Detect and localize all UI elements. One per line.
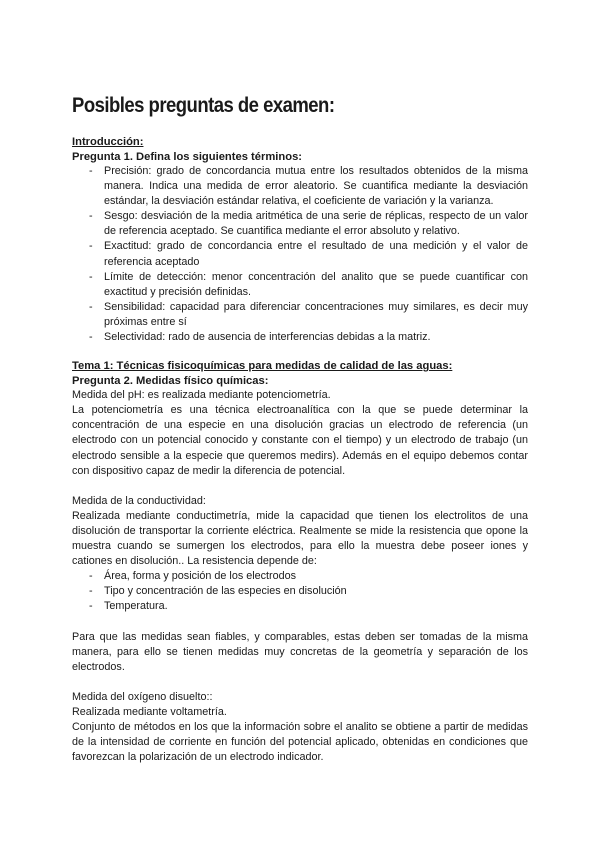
page-title: Posibles preguntas de examen: [72, 93, 335, 117]
list-item: - Precisión: grado de concordancia mutua entre los resultados obtenidos de la misma manera. Indica una medida de error aleatorio. Se cuantifica mediante la desviación estándar, la desviación estándar relativa, el coeficiente de variación y la varianza. [72, 164, 528, 209]
list-item: - Exactitud: grado de concordancia entre el resultado de una medición y el valor de referencia aceptado [72, 239, 528, 269]
conductivity-factors-list [72, 569, 528, 614]
list-item: - Límite de detección: menor concentración del analito que se puede cuantificar con exactitud y precisión definidas. [72, 270, 528, 300]
conductivity-note: Para que las medidas sean fiables, y comparables, estas deben ser tomadas de la misma manera, para ello se tienen medidas muy concretas de la geometría y separación de los electrodos. [72, 630, 528, 673]
oxygen-paragraph: Conjunto de métodos en los que la información sobre el analito se obtiene a partir de medidas de la intensidad de corriente en función del potencial aplicado, obtenidas en condiciones que favorezcan la polarización de un electrodo indicador. [72, 721, 528, 764]
ph-paragraph: La potenciometría es una técnica electroanalítica con la que se puede determinar la concentración de una especie en una disolución gracias un electrodo de referencia (un electrodo con un potencial conocido y constante con el tiempo) y un electrodo de trabajo (un electrodo sensible a la especie que queremos medirs). Además en el equipo debemos contar con dispositivo capaz de medir la diferencia de potencial. [72, 404, 528, 477]
question-2-heading: Pregunta 2. Medidas físico químicas: [72, 374, 269, 387]
list-item: - Área, forma y posición de los electrodos [72, 569, 528, 584]
list-item: - Temperatura. [72, 599, 528, 614]
list-item: - Tipo y concentración de las especies en disolución [72, 584, 528, 599]
conductivity-paragraph: Realizada mediante conductimetría, mide la capacidad que tienen los electrolitos de una disolución de transportar la corriente eléctrica. Realmente se mide la resistencia que opone la muestra cuando se sumergen los electrodos, para ello la muestra debe poseer iones y cationes en disolución.. La resistencia depende de: [72, 509, 528, 568]
question-1-heading: Pregunta 1. Defina los siguientes términos: [72, 150, 303, 163]
oxygen-method: Realizada mediante voltametría. [72, 706, 227, 719]
definitions-list [72, 164, 528, 345]
conductivity-title: Medida de la conductividad: [72, 494, 206, 507]
oxygen-title: Medida del oxígeno disuelto:: [72, 691, 213, 703]
list-item: - Selectividad: rado de ausencia de interferencias debidas a la matriz. [72, 330, 528, 345]
intro-heading: Introducción: [72, 136, 144, 148]
list-item: - Sesgo: desviación de la media aritmética de una serie de réplicas, respecto de un valor de referencia aceptado. Se cuantifica mediante el error absoluto y relativo. [72, 209, 528, 239]
document-page [72, 92, 528, 765]
tema1-heading: Tema 1: Técnicas fisicoquímicas para medidas de calidad de las aguas: [72, 360, 453, 373]
list-item: - Sensibilidad: capacidad para diferenciar concentraciones muy similares, es decir muy próximas entre sí [72, 300, 528, 330]
ph-intro: Medida del pH: es realizada mediante potenciometría. [72, 389, 331, 402]
